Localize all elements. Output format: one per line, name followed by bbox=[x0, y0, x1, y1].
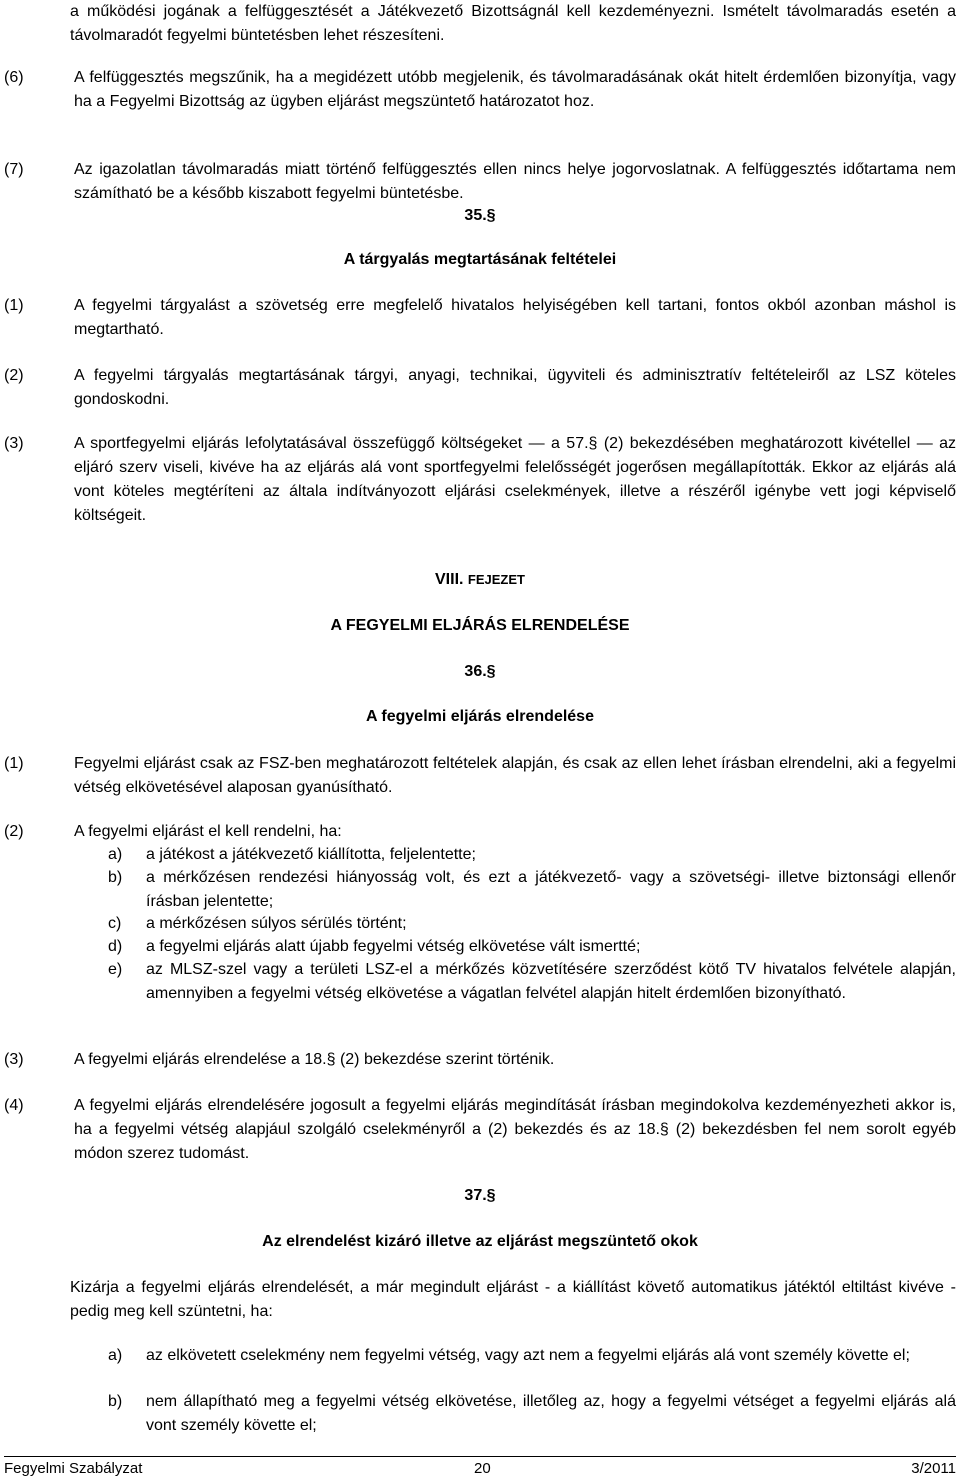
item-text: a mérkőzésen súlyos sérülés történt; bbox=[146, 915, 407, 932]
item-label: b) bbox=[108, 1393, 123, 1410]
item-text: az elkövetett cselekmény nem fegyelmi vétség, vagy azt nem a fegyelmi eljárás alá vont személy követte el; bbox=[146, 1347, 910, 1364]
paragraph-text: A felfüggesztés megszűnik, ha a megidézett utóbb megjelenik, és távolmaradásának okát hitelt érdemlően bizonyítja, vagy ha a Fegyelmi Bizottság az ügyben eljárást megszüntető határozatot hoz. bbox=[74, 69, 956, 110]
paragraph-number: (1) bbox=[4, 297, 24, 314]
s35-paragraph-3 bbox=[4, 432, 956, 528]
footer-rule bbox=[4, 1456, 956, 1457]
paragraph-number: (2) bbox=[4, 823, 24, 840]
s36-item-c bbox=[108, 912, 956, 936]
s36-paragraph-4 bbox=[4, 1094, 956, 1166]
paragraph-number: (4) bbox=[4, 1097, 24, 1114]
s36-item-e bbox=[108, 958, 956, 1006]
footer-version: 3/2011 bbox=[911, 1460, 956, 1477]
chapter-heading bbox=[0, 568, 960, 592]
continuation-paragraph: a működési jogának a felfüggesztését a Játékvezető Bizottságnál kell kezdeményezni. Ismételt távolmaradás esetén a távolmaradót fegyelmi büntetésben lehet részesíteni. bbox=[70, 3, 956, 44]
paragraph-number: (2) bbox=[4, 367, 24, 384]
s37-item-b bbox=[108, 1390, 956, 1438]
section-35-number: 35.§ bbox=[464, 207, 496, 224]
section-36-title: A fegyelmi eljárás elrendelése bbox=[366, 708, 594, 725]
s37-item-a bbox=[108, 1344, 956, 1368]
footer-page-number: 20 bbox=[474, 1460, 491, 1477]
section-37-title: Az elrendelést kizáró illetve az eljárást megszüntető okok bbox=[262, 1233, 698, 1250]
item-label: d) bbox=[108, 938, 123, 955]
paragraph-7 bbox=[4, 158, 956, 206]
s36-item-a bbox=[108, 843, 956, 867]
chapter-title: A FEGYELMI ELJÁRÁS ELRENDELÉSE bbox=[330, 617, 630, 634]
page-footer bbox=[4, 1456, 956, 1478]
paragraph-text: Az igazolatlan távolmaradás miatt történő felfüggesztés ellen nincs helye jogorvoslatnak. A felfüggesztés időtartama nem számítható be a később kiszabott fegyelmi büntetésbe. bbox=[74, 161, 956, 202]
paragraph-number: (3) bbox=[4, 1051, 24, 1068]
s36-item-b bbox=[108, 866, 956, 914]
s36-paragraph-2 bbox=[4, 820, 956, 844]
item-text: az MLSZ-szel vagy a területi LSZ-el a mérkőzés közvetítésére szerződést kötő TV hivatalos felvétele alapján, amennyiben a fegyelmi vétség elkövetése a vágatlan felvétel alapján hitelt érdemlően bizonyítható. bbox=[146, 961, 956, 1002]
item-text: a mérkőzésen rendezési hiányosság volt, és ezt a játékvezető- vagy a szövetségi- illetve biztonsági ellenőr írásban jelentette; bbox=[146, 869, 956, 910]
item-label: b) bbox=[108, 869, 123, 886]
paragraph-text: A fegyelmi eljárás elrendelése a 18.§ (2) bekezdése szerint történik. bbox=[74, 1051, 555, 1068]
item-text: nem állapítható meg a fegyelmi vétség elkövetése, illetőleg az, hogy a fegyelmi vétséget a fegyelmi eljárás alá vont személy követte el; bbox=[146, 1393, 956, 1434]
item-label: c) bbox=[108, 915, 122, 932]
paragraph-number: (6) bbox=[4, 69, 24, 86]
paragraph-number: (1) bbox=[4, 755, 24, 772]
paragraph-6 bbox=[4, 66, 956, 114]
section-37-number: 37.§ bbox=[464, 1187, 496, 1204]
s36-paragraph-1 bbox=[4, 752, 956, 800]
paragraph-number: (7) bbox=[4, 161, 24, 178]
paragraph-text: A fegyelmi eljárást el kell rendelni, ha: bbox=[74, 823, 342, 840]
paragraph-number: (3) bbox=[4, 435, 24, 452]
item-label: e) bbox=[108, 961, 123, 978]
s37-intro: Kizárja a fegyelmi eljárás elrendelését, a már megindult eljárást - a kiállítást követő automatikus játéktól eltiltást kivéve - pedig meg kell szüntetni, ha: bbox=[70, 1279, 956, 1320]
paragraph-text: A sportfegyelmi eljárás lefolytatásával összefüggő költségeket ― a 57.§ (2) bekezdésében meghatározott kivétellel ― az eljáró szerv viseli, kivéve ha az eljárás alá vont sportfegyelmi felelősségét jogerősen megállapították. Ekkor az eljárás alá vont köteles megtéríteni az általa indítványozott eljárási cselekmények, illetve a részéről igénybe vett jogi képviselő költségeit. bbox=[74, 435, 956, 524]
chapter-word: FEJEZET bbox=[467, 572, 525, 587]
paragraph-text: Fegyelmi eljárást csak az FSZ-ben meghatározott feltételek alapján, és csak az ellen lehet írásban elrendelni, aki a fegyelmi vétség elkövetésével alaposan gyanúsítható. bbox=[74, 755, 956, 796]
paragraph-text: A fegyelmi tárgyalást a szövetség erre megfelelő hivatalos helyiségében kell tartani, fontos okból azonban máshol is megtartható. bbox=[74, 297, 956, 338]
item-label: a) bbox=[108, 846, 123, 863]
s36-item-d bbox=[108, 935, 956, 959]
s35-paragraph-2 bbox=[4, 364, 956, 412]
item-text: a fegyelmi eljárás alatt újabb fegyelmi vétség elkövetése vált ismertté; bbox=[146, 938, 641, 955]
s36-paragraph-3 bbox=[4, 1048, 956, 1072]
s35-paragraph-1 bbox=[4, 294, 956, 342]
footer-document-title: Fegyelmi Szabályzat bbox=[4, 1460, 143, 1477]
section-36-number: 36.§ bbox=[464, 663, 496, 680]
paragraph-text: A fegyelmi tárgyalás megtartásának tárgyi, anyagi, technikai, ügyviteli és adminisztratív feltételeiről az LSZ köteles gondoskodni. bbox=[74, 367, 956, 408]
chapter-roman: VIII. bbox=[435, 571, 464, 588]
item-text: a játékost a játékvezető kiállította, feljelentette; bbox=[146, 846, 476, 863]
paragraph-text: A fegyelmi eljárás elrendelésére jogosult a fegyelmi eljárás megindítását írásban megindokolva kezdeményezheti akkor is, ha a fegyelmi vétség alapjául szolgáló cselekményről a (2) bekezdés és az 18.§ (2) bekezdésben fel nem sorolt egyéb módon szerez tudomást. bbox=[74, 1097, 956, 1162]
item-label: a) bbox=[108, 1347, 123, 1364]
section-35-title: A tárgyalás megtartásának feltételei bbox=[343, 251, 617, 268]
